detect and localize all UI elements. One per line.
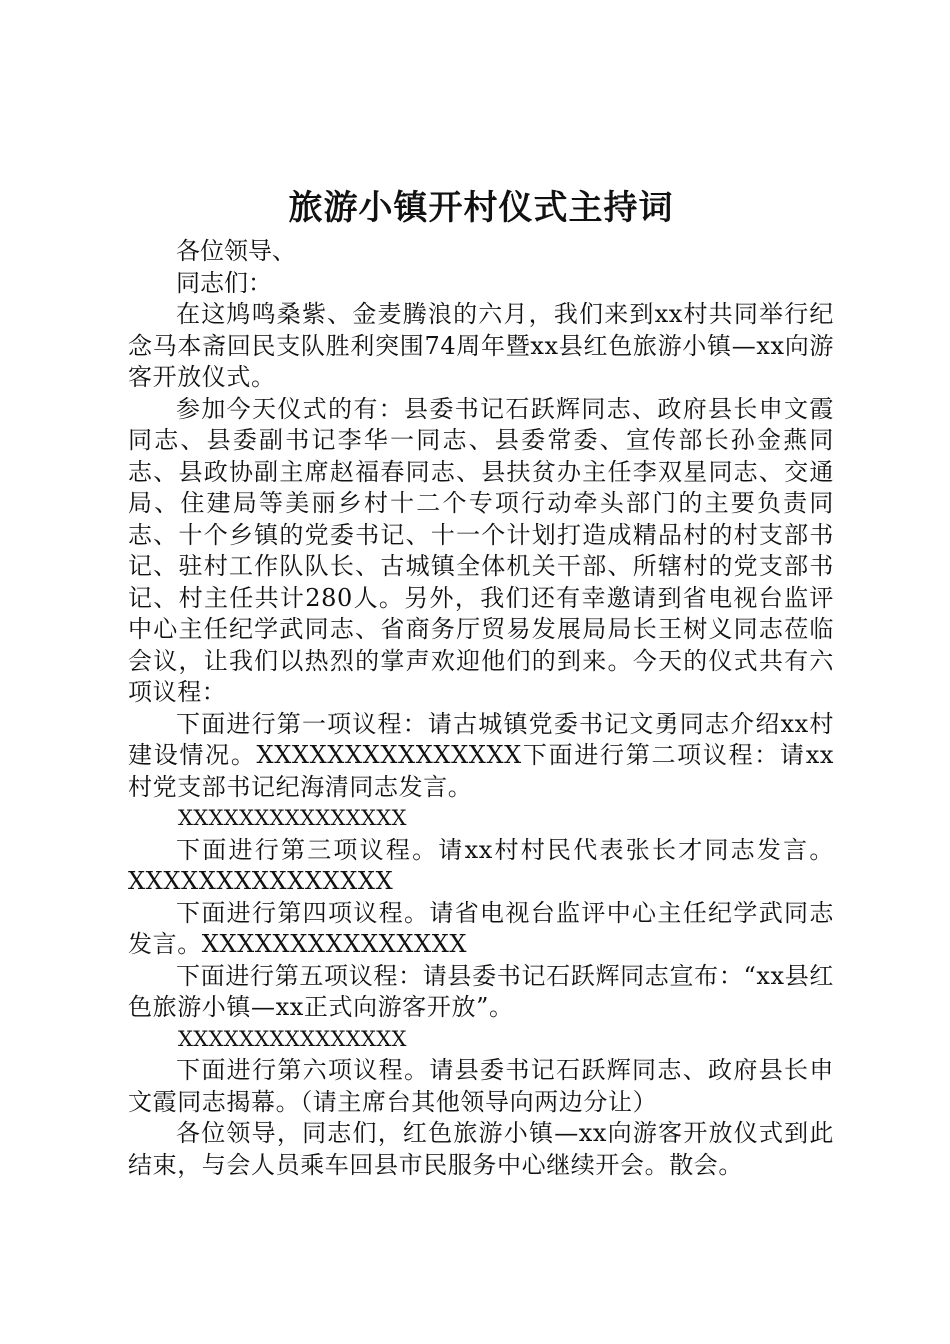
paragraph-agenda-6: 下面进行第六项议程。请县委书记石跃辉同志、政府县长申文霞同志揭幕。（请主席台其他领导向两边分让） — [128, 1056, 834, 1116]
paragraph-closing: 各位领导，同志们，红色旅游小镇—xx向游客开放仪式到此结束，与会人员乘车回县市民服务中心继续开会。散会。 — [128, 1119, 834, 1179]
paragraph-agenda-4: 下面进行第四项议程。请省电视台监评中心主任纪学武同志发言。XXXXXXXXXXXXXXX — [128, 898, 834, 958]
paragraph-attendees: 参加今天仪式的有：县委书记石跃辉同志、政府县长申文霞同志、县委副书记李华一同志、县委常委、宣传部长孙金燕同志、县政协副主席赵福春同志、县扶贫办主任李双星同志、交通局、住建局等美丽乡村十二个专项行动牵头部门的主要负责同志、十个乡镇的党委书记、十一个计划打造成精品村的村支部书记、驻村工作队队长、古城镇全体机关干部、所辖村的党支部书记、村主任共计280人。另外，我们还有幸邀请到省电视台监评中心主任纪学武同志、省商务厅贸易发展局局长王树义同志莅临会议，让我们以热烈的掌声欢迎他们的到来。今天的仪式共有六项议程： — [128, 394, 834, 706]
paragraph-opening: 在这鸠鸣桑紫、金麦腾浪的六月，我们来到xx村共同举行纪念马本斋回民支队胜利突围74周年暨xx县红色旅游小镇—xx向游客开放仪式。 — [128, 300, 834, 391]
greeting-comrades: 同志们： — [176, 268, 272, 297]
greeting-leaders: 各位领导、 — [176, 237, 296, 265]
paragraph-agenda-5: 下面进行第五项议程：请县委书记石跃辉同志宣布：“xx县红色旅游小镇—xx正式向游客开放”。 — [128, 961, 834, 1021]
document-title: 旅游小镇开村仪式主持词 — [288, 188, 674, 228]
placeholder-line: XXXXXXXXXXXXXXX — [178, 806, 407, 830]
document-page — [128, 186, 834, 1181]
paragraph-agenda-1-2: 下面进行第一项议程：请古城镇党委书记文勇同志介绍xx村建设情况。XXXXXXXXXXXXXXX下面进行第二项议程：请xx村党支部书记纪海清同志发言。 — [128, 709, 834, 801]
placeholder-line: XXXXXXXXXXXXXXX — [178, 1026, 407, 1051]
paragraph-agenda-3: 下面进行第三项议程。请xx村村民代表张长才同志发言。XXXXXXXXXXXXXXX — [128, 835, 834, 895]
